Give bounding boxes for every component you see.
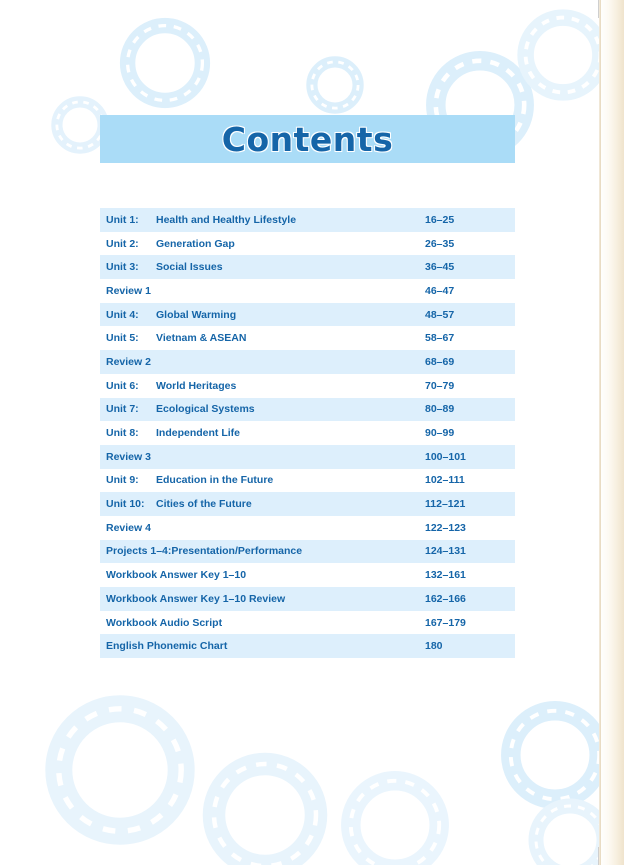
toc-entry-pages: 100–101 [425, 450, 466, 463]
toc-entry-label [100, 498, 252, 510]
toc-entry-title: Independent Life [156, 427, 240, 440]
toc-row[interactable] [100, 421, 515, 445]
toc-row[interactable] [100, 587, 515, 611]
toc-entry-label [100, 617, 222, 629]
toc-row[interactable] [100, 374, 515, 398]
toc-entry-unit: Unit 9: [106, 474, 139, 487]
toc-entry-pages: 26–35 [425, 237, 455, 250]
toc-entry-label [100, 285, 151, 297]
toc-entry-label [100, 356, 151, 368]
table-of-contents [100, 208, 515, 658]
toc-row[interactable] [100, 445, 515, 469]
toc-row[interactable] [100, 634, 515, 658]
toc-entry-unit: Unit 4: [106, 308, 139, 321]
toc-entry-title: Cities of the Future [156, 498, 252, 511]
toc-entry-pages: 58–67 [425, 332, 455, 345]
toc-entry-unit: Review 4 [106, 521, 151, 534]
toc-entry-label [100, 640, 227, 652]
toc-entry-title: Global Warming [156, 308, 237, 321]
toc-row[interactable] [100, 232, 515, 256]
toc-entry-title: Health and Healthy Lifestyle [156, 213, 297, 226]
toc-row[interactable] [100, 469, 515, 493]
toc-entry-title: World Heritages [156, 379, 237, 392]
toc-entry-pages: 180 [425, 640, 443, 653]
toc-entry-pages: 48–57 [425, 308, 455, 321]
toc-entry-unit: Workbook Answer Key 1–10 [106, 569, 247, 582]
page-edge [599, 0, 624, 865]
toc-entry-pages: 112–121 [425, 498, 466, 511]
toc-entry-label [100, 309, 236, 321]
toc-entry-unit: Unit 5: [106, 332, 139, 345]
toc-entry-pages: 90–99 [425, 427, 455, 440]
toc-entry-unit: Review 3 [106, 450, 151, 463]
page-edge-line [600, 0, 601, 865]
toc-row[interactable] [100, 540, 515, 564]
toc-entry-unit: Unit 1: [106, 213, 139, 226]
toc-entry-pages: 70–79 [425, 379, 455, 392]
toc-entry-label [100, 261, 223, 273]
toc-entry-title: Presentation/Performance [171, 545, 303, 558]
toc-entry-pages: 132–161 [425, 569, 466, 582]
toc-entry-title: Education in the Future [156, 474, 274, 487]
toc-entry-title: Ecological Systems [156, 403, 255, 416]
toc-entry-unit: Unit 6: [106, 379, 139, 392]
toc-entry-label [100, 238, 235, 250]
toc-entry-unit: Workbook Answer Key 1–10 Review [106, 592, 286, 605]
toc-row[interactable] [100, 611, 515, 635]
toc-entry-label [100, 474, 273, 486]
page-title: Contents [221, 120, 394, 159]
toc-entry-pages: 80–89 [425, 403, 455, 416]
toc-entry-label [100, 403, 255, 415]
toc-entry-pages: 102–111 [425, 474, 465, 487]
toc-row[interactable] [100, 255, 515, 279]
toc-row[interactable] [100, 398, 515, 422]
toc-entry-title: Vietnam & ASEAN [156, 332, 247, 345]
toc-row[interactable] [100, 492, 515, 516]
toc-row[interactable] [100, 303, 515, 327]
toc-row[interactable] [100, 208, 515, 232]
toc-entry-label [100, 522, 151, 534]
toc-entry-label [100, 593, 285, 605]
toc-entry-unit: Unit 10: [106, 498, 145, 511]
toc-entry-title: Social Issues [156, 261, 223, 274]
toc-entry-pages: 124–131 [425, 545, 466, 558]
toc-entry-title: Generation Gap [156, 237, 235, 250]
toc-row[interactable] [100, 350, 515, 374]
toc-entry-pages: 68–69 [425, 355, 455, 368]
toc-entry-unit: Unit 2: [106, 237, 139, 250]
toc-entry-unit: Review 2 [106, 355, 151, 368]
toc-entry-label [100, 427, 240, 439]
toc-entry-label [100, 214, 296, 226]
toc-entry-pages: 36–45 [425, 261, 455, 274]
toc-entry-unit: Workbook Audio Script [106, 616, 223, 629]
toc-entry-pages: 122–123 [425, 521, 466, 534]
toc-entry-unit: Unit 7: [106, 403, 139, 416]
toc-entry-label [100, 451, 151, 463]
toc-entry-unit: English Phonemic Chart [106, 640, 228, 653]
toc-row[interactable] [100, 516, 515, 540]
toc-entry-unit: Unit 3: [106, 261, 139, 274]
toc-entry-pages: 16–25 [425, 213, 455, 226]
toc-row[interactable] [100, 279, 515, 303]
toc-row[interactable] [100, 326, 515, 350]
toc-entry-label [100, 380, 236, 392]
toc-entry-pages: 162–166 [425, 592, 466, 605]
toc-entry-label [100, 569, 246, 581]
toc-entry-pages: 167–179 [425, 616, 466, 629]
toc-entry-unit: Projects 1–4: [106, 545, 172, 558]
toc-entry-label [100, 545, 302, 557]
toc-entry-unit: Unit 8: [106, 427, 139, 440]
toc-entry-label [100, 332, 246, 344]
toc-entry-pages: 46–47 [425, 284, 455, 297]
toc-row[interactable] [100, 563, 515, 587]
toc-entry-unit: Review 1 [106, 284, 151, 297]
